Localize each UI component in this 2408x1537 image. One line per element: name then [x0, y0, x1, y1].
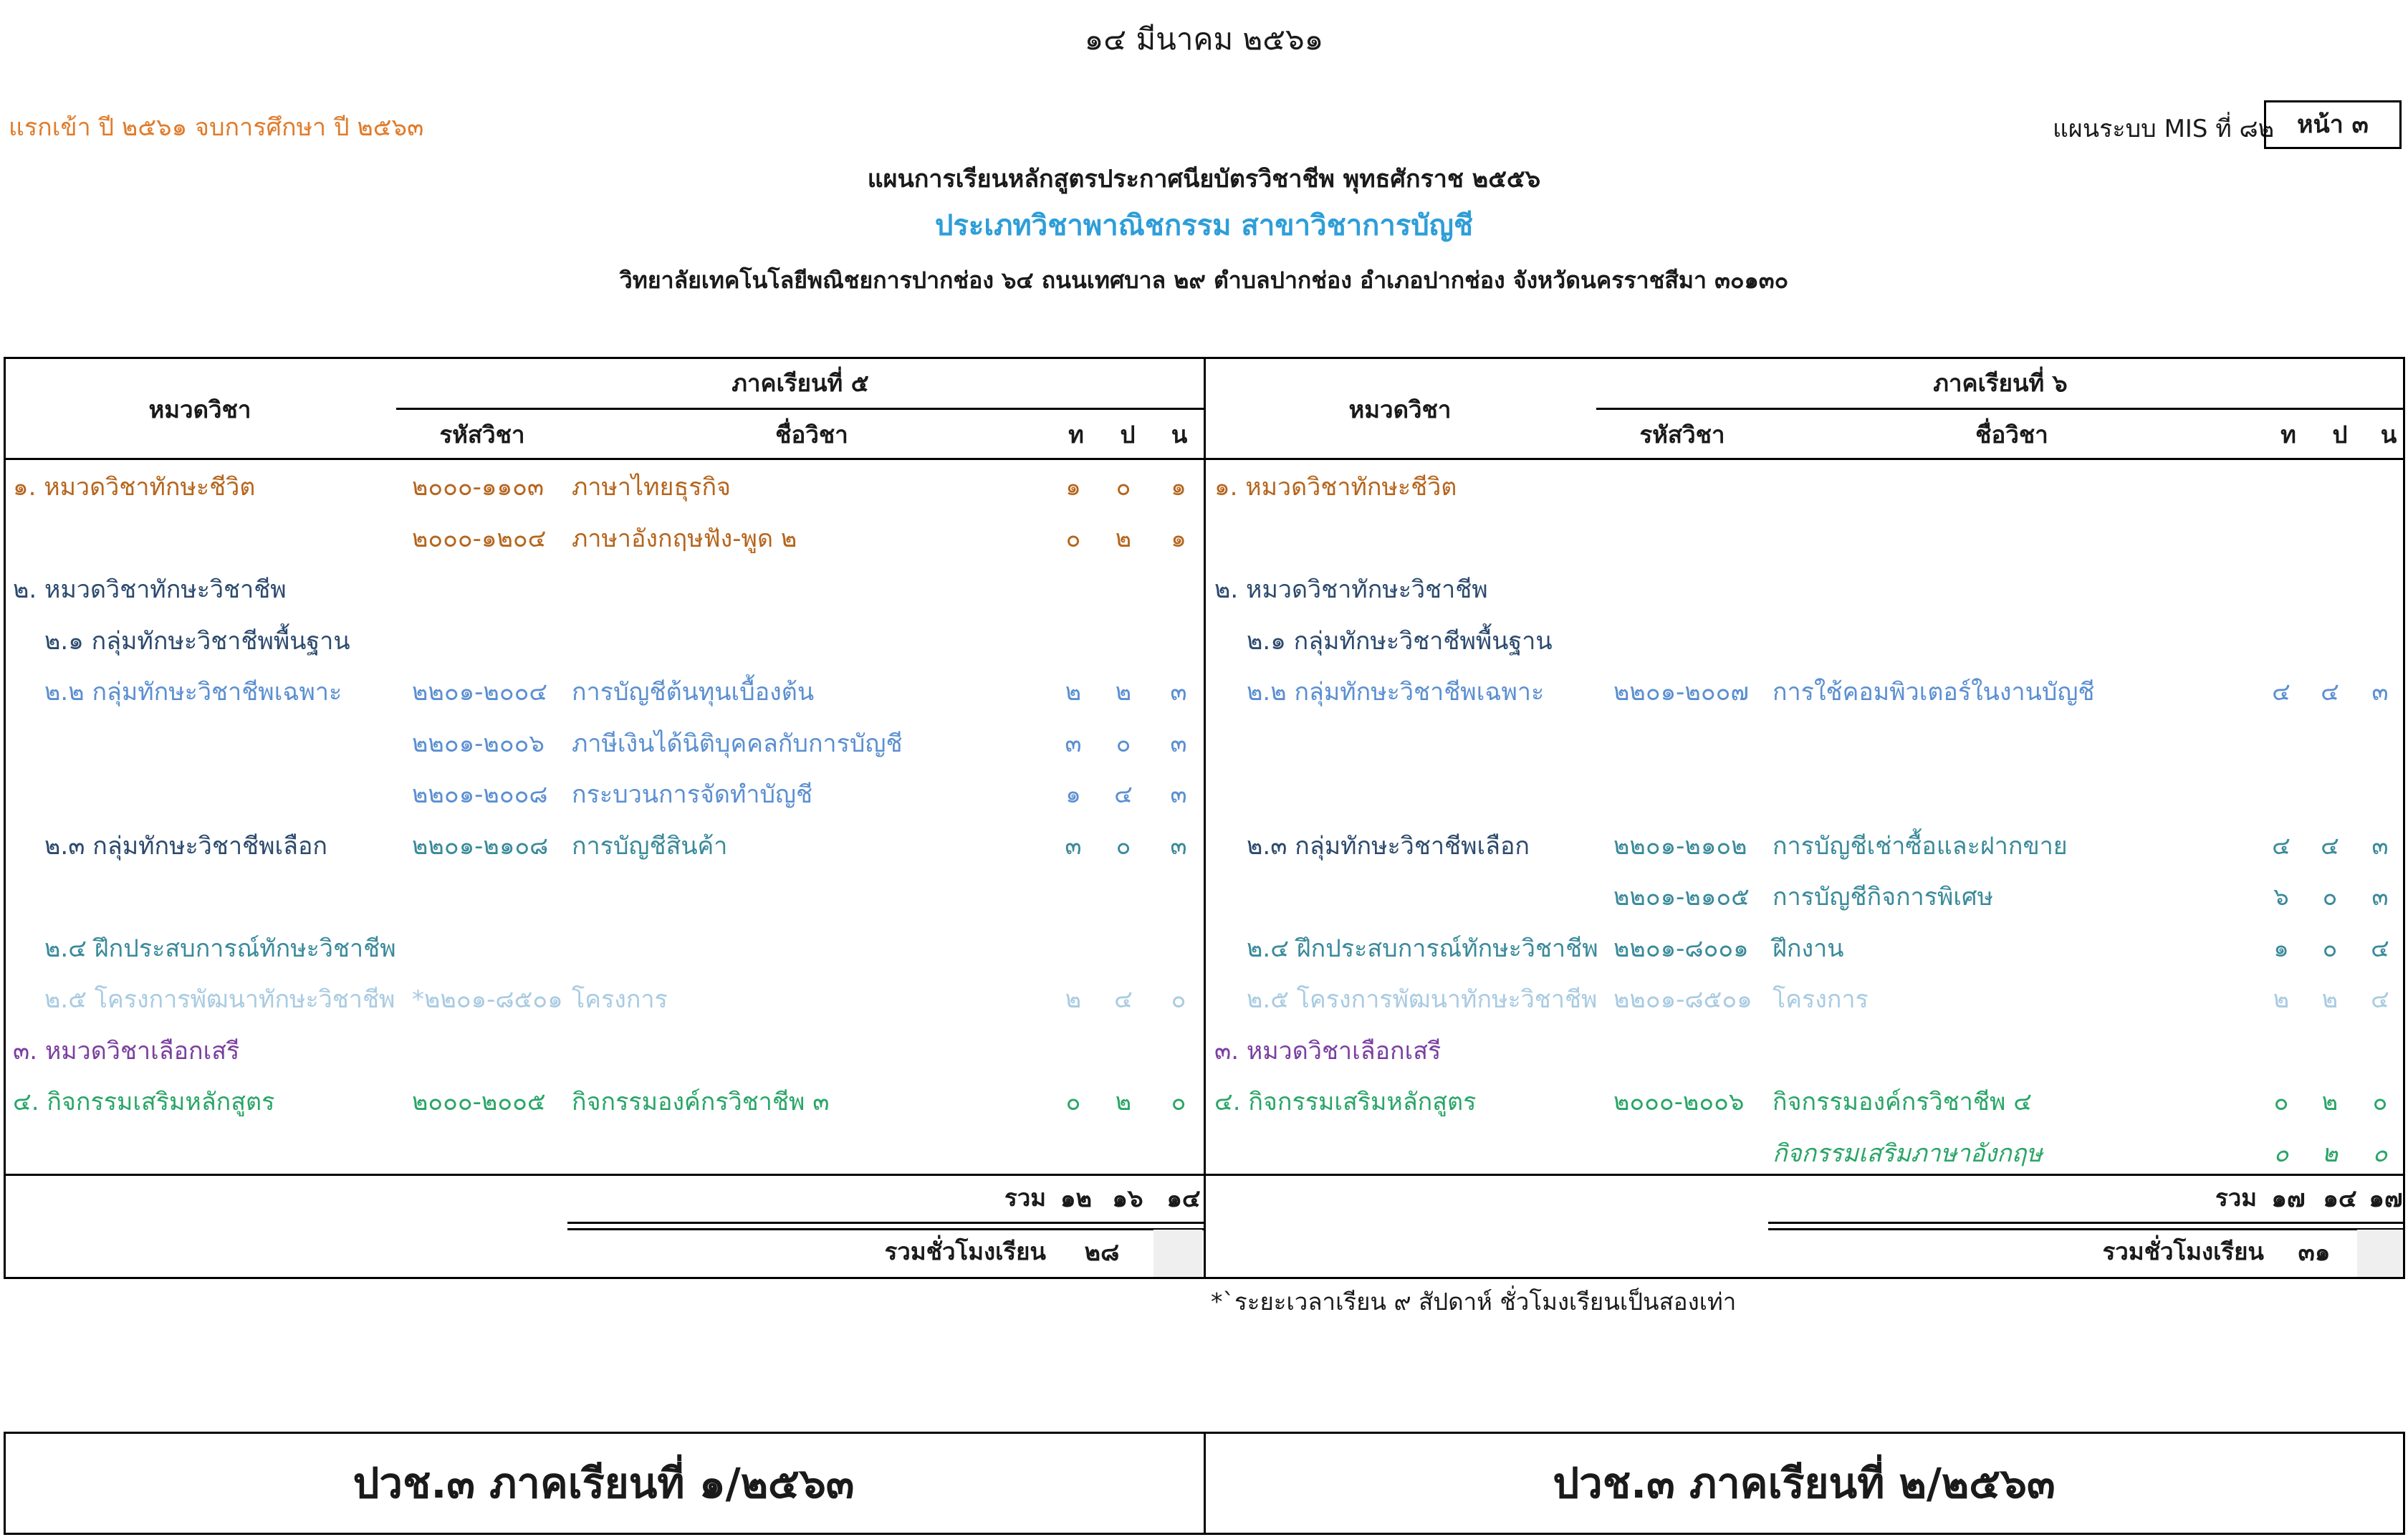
- course-name: กิจกรรมองค์กรวิชาชีพ ๔: [1773, 1088, 2032, 1116]
- hours-shade-left: [1153, 1230, 1202, 1277]
- credits: ๓: [2371, 831, 2389, 861]
- category-label: ๒.๑ กลุ่มทักษะวิชาชีพพื้นฐาน: [44, 626, 350, 656]
- category-label: ๒.๔ ฝึกประสบการณ์ทักษะวิชาชีพ: [44, 934, 396, 963]
- theory-hours: ๒: [1065, 985, 1082, 1014]
- total-p-left: ๑๖: [1112, 1184, 1143, 1213]
- program-title: ประเภทวิชาพาณิชกรรม สาขาวิชาการบัญชี: [935, 209, 1473, 242]
- theory-hours: ๑: [1065, 780, 1081, 809]
- course-name: การบัญชีเช่าซื้อและฝากขาย: [1773, 831, 2068, 861]
- category-label: ๒.๒ กลุ่มทักษะวิชาชีพเฉพาะ: [1247, 678, 1545, 707]
- course-code: *๒๒๐๑-๘๕๐๑: [412, 985, 563, 1014]
- credits: ๓: [1170, 678, 1187, 707]
- header-name-right: ชื่อวิชา: [1975, 421, 2048, 449]
- course-code: ๒๐๐๐-๑๒๐๔: [412, 524, 547, 553]
- course-code: ๒๒๐๑-๒๑๐๘: [412, 831, 549, 861]
- header-n-right: น: [2380, 421, 2397, 449]
- category-label: ๒.๒ กลุ่มทักษะวิชาชีพเฉพาะ: [44, 678, 342, 707]
- practice-hours: ๐: [1116, 831, 1131, 861]
- next-semester-2-title: ปวช.๓ ภาคเรียนที่ ๒/๒๕๖๓: [1553, 1459, 2056, 1508]
- course-code: ๒๒๐๑-๒๐๐๗: [1613, 678, 1749, 707]
- header-p-right: ป: [2332, 421, 2348, 449]
- page-number-box: หน้า ๓: [2264, 100, 2402, 149]
- hours-shade-right: [2357, 1230, 2403, 1277]
- category-label: ๒.๓ กลุ่มทักษะวิชาชีพเลือก: [1247, 831, 1530, 861]
- total-label-right: รวม: [2215, 1184, 2257, 1212]
- practice-hours: ๔: [2321, 831, 2339, 861]
- print-date: ๑๔ มีนาคม ๒๕๖๑: [1084, 21, 1324, 57]
- category-label: ๓. หมวดวิชาเลือกเสรี: [13, 1036, 240, 1066]
- practice-hours: ๒: [2321, 985, 2339, 1014]
- hours-left: ๒๘: [1084, 1238, 1120, 1267]
- course-code: ๒๒๐๑-๘๐๐๑: [1613, 934, 1749, 963]
- credits: ๔: [2371, 934, 2389, 963]
- practice-hours: ๔: [2321, 678, 2339, 707]
- category-label: ๒.๑ กลุ่มทักษะวิชาชีพพื้นฐาน: [1247, 626, 1553, 656]
- header-code-right: รหัสวิชา: [1639, 421, 1725, 449]
- course-code: ๒๐๐๐-๒๐๐๖: [1613, 1088, 1745, 1116]
- theory-hours: ๓: [1065, 831, 1082, 861]
- next-semester-1-title: ปวช.๓ ภาคเรียนที่ ๑/๒๕๖๓: [352, 1459, 855, 1508]
- total-n-right: ๑๗: [2369, 1184, 2403, 1213]
- course-name: กิจกรรมเสริมภาษาอังกฤษ: [1773, 1139, 2043, 1168]
- course-code: ๒๒๐๑-๒๐๐๘: [412, 780, 548, 809]
- course-name: ภาษาอังกฤษฟัง-พูด ๒: [572, 524, 797, 553]
- category-label: ๒.๕ โครงการพัฒนาทักษะวิชาชีพ: [44, 985, 395, 1014]
- course-code: ๒๒๐๑-๒๐๐๖: [412, 729, 545, 758]
- semester-divider: [1204, 357, 1206, 1279]
- duration-footnote: *`ระยะเวลาเรียน ๙ สัปดาห์ ชั่วโมงเรียนเป็นสองเท่า: [1211, 1288, 1737, 1316]
- total-p-right: ๑๔: [2323, 1184, 2357, 1213]
- hours-right: ๓๑: [2298, 1238, 2331, 1267]
- practice-hours: ๐: [1116, 729, 1131, 758]
- total-n-left: ๑๔: [1166, 1184, 1201, 1213]
- header-code-left: รหัสวิชา: [439, 421, 525, 449]
- course-code: ๒๒๐๑-๒๑๐๒: [1613, 831, 1747, 861]
- hours-label-left: รวมชั่วโมงเรียน: [884, 1237, 1046, 1265]
- header-bottom-line: [4, 458, 2405, 460]
- practice-hours: ๒: [1115, 524, 1132, 553]
- practice-hours: ๐: [2322, 883, 2338, 911]
- practice-hours: ๐: [2322, 934, 2338, 963]
- total-label-left: รวม: [1004, 1184, 1046, 1212]
- practice-hours: ๒: [1115, 1088, 1132, 1116]
- category-label: ๒.๓ กลุ่มทักษะวิชาชีพเลือก: [44, 831, 327, 861]
- header-n-left: น: [1171, 421, 1188, 449]
- category-label: ๒.๔ ฝึกประสบการณ์ทักษะวิชาชีพ: [1247, 934, 1598, 963]
- hours-label-right: รวมชั่วโมงเรียน: [2102, 1237, 2264, 1265]
- credits: ๐: [1171, 1088, 1186, 1116]
- course-code: ๒๐๐๐-๑๑๐๓: [412, 473, 545, 502]
- mis-label: แผนระบบ MIS ที่ ๘๒: [2053, 115, 2275, 143]
- curriculum-title: แผนการเรียนหลักสูตรประกาศนียบัตรวิชาชีพ พุทธศักราช ๒๕๕๖: [867, 165, 1541, 193]
- theory-hours: ๑: [2273, 934, 2289, 963]
- course-name: กระบวนการจัดทำบัญชี: [572, 780, 813, 809]
- course-name: การใช้คอมพิวเตอร์ในงานบัญชี: [1773, 678, 2095, 707]
- course-name: การบัญชีสินค้า: [572, 831, 728, 861]
- practice-hours: ๒: [1115, 678, 1132, 707]
- theory-hours: ๒: [2273, 985, 2290, 1014]
- theory-hours: ๑: [1065, 473, 1081, 502]
- course-name: โครงการ: [572, 985, 668, 1014]
- category-label: ๔. กิจกรรมเสริมหลักสูตร: [1214, 1088, 1477, 1116]
- course-code: ๒๐๐๐-๒๐๐๕: [412, 1088, 546, 1116]
- course-name: กิจกรรมองค์กรวิชาชีพ ๓: [572, 1088, 830, 1116]
- header-category-right: หมวดวิชา: [1348, 396, 1452, 423]
- course-name: ภาษาไทยธุรกิจ: [572, 473, 731, 502]
- double-rule-right: [1768, 1222, 2404, 1230]
- header-p-left: ป: [1120, 421, 1136, 449]
- category-label: ๔. กิจกรรมเสริมหลักสูตร: [13, 1088, 275, 1116]
- practice-hours: ๔: [1114, 780, 1133, 809]
- totals-top-line: [4, 1174, 2405, 1176]
- credits: ๓: [2371, 678, 2389, 707]
- practice-hours: ๒: [2321, 1139, 2339, 1168]
- theory-hours: ๐: [2273, 1088, 2289, 1116]
- credits: ๑: [1171, 524, 1186, 553]
- course-name: โครงการ: [1773, 985, 1869, 1014]
- course-name: การบัญชีต้นทุนเบื้องต้น: [572, 678, 815, 707]
- total-t-right: ๑๗: [2271, 1184, 2306, 1213]
- theory-hours: ๒: [1065, 678, 1082, 707]
- practice-hours: ๔: [1114, 985, 1133, 1014]
- course-name: ภาษีเงินได้นิติบุคคลกับการบัญชี: [572, 729, 903, 758]
- category-label: ๒. หมวดวิชาทักษะวิชาชีพ: [1214, 575, 1488, 604]
- header-subline-left: [396, 408, 1204, 410]
- category-label: ๒. หมวดวิชาทักษะวิชาชีพ: [13, 575, 287, 604]
- admission-info: แรกเข้า ปี ๒๕๖๑ จบการศึกษา ปี ๒๕๖๓: [9, 113, 424, 142]
- category-label: ๑. หมวดวิชาทักษะชีวิต: [13, 473, 256, 502]
- credits: ๓: [1170, 729, 1187, 758]
- header-sem6: ภาคเรียนที่ ๖: [1933, 369, 2068, 397]
- total-t-left: ๑๒: [1060, 1184, 1092, 1213]
- credits: ๐: [2372, 1088, 2388, 1116]
- header-name-left: ชื่อวิชา: [775, 421, 848, 449]
- double-rule-left: [567, 1222, 1204, 1230]
- theory-hours: ๐: [1065, 524, 1081, 553]
- header-sem5: ภาคเรียนที่ ๕: [731, 369, 869, 397]
- course-code: ๒๒๐๑-๘๕๐๑: [1613, 985, 1752, 1014]
- course-name: การบัญชีกิจการพิเศษ: [1773, 883, 1994, 911]
- credits: ๐: [2372, 1139, 2388, 1168]
- credits: ๔: [2371, 985, 2389, 1014]
- credits: ๓: [1170, 831, 1187, 861]
- theory-hours: ๓: [1065, 729, 1082, 758]
- category-label: ๓. หมวดวิชาเลือกเสรี: [1214, 1036, 1442, 1066]
- credits: ๑: [1171, 473, 1186, 502]
- header-category-left: หมวดวิชา: [148, 396, 251, 423]
- theory-hours: ๔: [2272, 678, 2291, 707]
- credits: ๓: [2371, 883, 2389, 911]
- credits: ๓: [1170, 780, 1187, 809]
- college-address: วิทยาลัยเทคโนโลยีพณิชยการปากช่อง ๖๔ ถนนเทศบาล ๒๙ ตำบลปากช่อง อำเภอปากช่อง จังหวัดนครราชสีมา ๓๐๑๓๐: [619, 267, 1789, 294]
- header-subline-right: [1596, 408, 2404, 410]
- theory-hours: ๐: [2273, 1139, 2289, 1168]
- theory-hours: ๖: [2273, 883, 2289, 911]
- category-label: ๑. หมวดวิชาทักษะชีวิต: [1214, 473, 1457, 502]
- practice-hours: ๐: [1116, 473, 1131, 502]
- course-code: ๒๒๐๑-๒๐๐๔: [412, 678, 548, 707]
- theory-hours: ๐: [1065, 1088, 1081, 1116]
- credits: ๐: [1171, 985, 1186, 1014]
- course-name: ฝึกงาน: [1773, 934, 1844, 963]
- category-label: ๒.๕ โครงการพัฒนาทักษะวิชาชีพ: [1247, 985, 1598, 1014]
- theory-hours: ๔: [2272, 831, 2291, 861]
- header-t-right: ท: [2280, 421, 2296, 449]
- header-t-left: ท: [1068, 421, 1084, 449]
- practice-hours: ๒: [2321, 1088, 2339, 1116]
- course-code: ๒๒๐๑-๒๑๐๕: [1613, 883, 1750, 911]
